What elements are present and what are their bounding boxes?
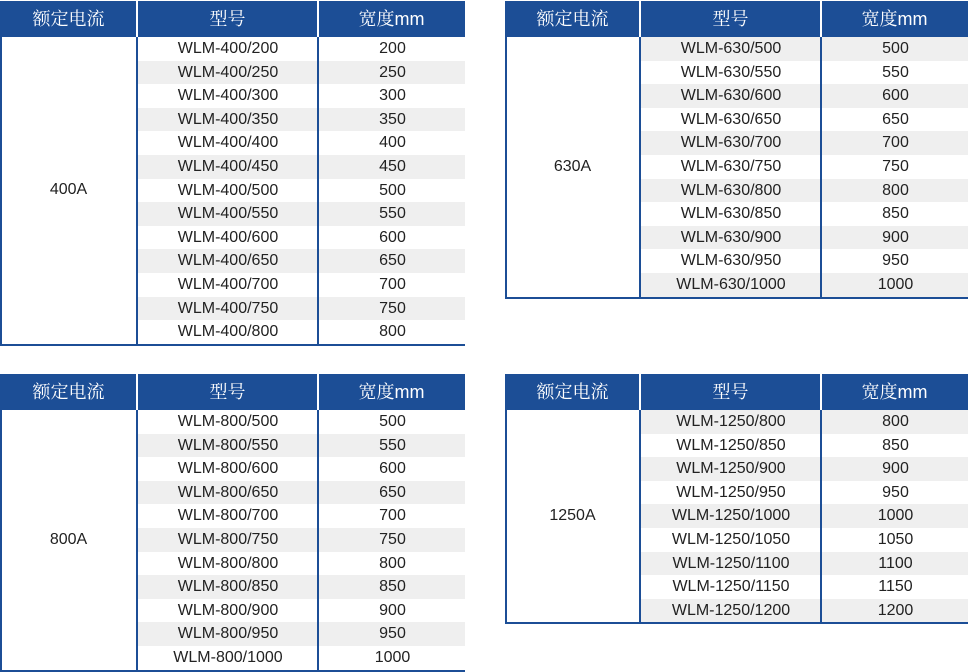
width-cell: 750 (882, 158, 909, 175)
header-width: 宽度mm (358, 9, 425, 29)
table-row (138, 599, 465, 623)
width-cell: 450 (379, 158, 406, 175)
width-cell: 600 (379, 460, 406, 478)
model-cell: WLM-630/600 (680, 87, 782, 105)
width-cell: 700 (882, 134, 909, 152)
table-row (641, 84, 968, 108)
width-cell: 950 (379, 625, 406, 643)
table-row (138, 61, 465, 85)
model-cell: WLM-1250/1100 (672, 554, 790, 572)
table-row (138, 273, 465, 297)
width-cell: 500 (379, 413, 406, 430)
column-divider (820, 37, 822, 297)
model-cell: WLM-400/200 (177, 40, 279, 57)
table-header (0, 1, 465, 37)
table-row (641, 599, 968, 623)
model-cell: WLM-400/800 (177, 323, 279, 341)
column-divider (639, 37, 641, 297)
width-cell: 600 (379, 228, 406, 246)
table-header (505, 1, 968, 37)
table-row (138, 249, 465, 273)
header-separator (136, 1, 138, 37)
model-cell: WLM-400/550 (177, 205, 279, 223)
table-row (138, 202, 465, 226)
width-cell: 800 (379, 323, 406, 341)
width-cell: 550 (379, 436, 406, 454)
table-row (641, 61, 968, 85)
width-cell: 650 (379, 252, 406, 270)
table-row (641, 131, 968, 155)
column-divider (0, 37, 2, 344)
model-cell: WLM-800/950 (177, 625, 279, 643)
column-divider (0, 410, 2, 670)
header-model: 型号 (209, 382, 246, 402)
width-cell: 1000 (374, 649, 411, 666)
table-row (641, 575, 968, 599)
model-cell: WLM-1250/1200 (671, 601, 791, 619)
header-separator (820, 374, 822, 410)
header-separator (639, 1, 641, 37)
model-cell: WLM-400/300 (177, 87, 279, 105)
model-cell: WLM-800/900 (177, 601, 279, 619)
table-row (138, 226, 465, 250)
table-row (641, 552, 968, 576)
width-cell: 1200 (877, 601, 914, 619)
width-cell: 750 (379, 531, 406, 548)
model-cell: WLM-630/800 (680, 181, 782, 199)
model-cell: WLM-630/950 (680, 252, 782, 270)
table-bottom-border (505, 622, 968, 624)
table-header (505, 374, 968, 410)
header-model: 型号 (712, 9, 749, 29)
width-cell: 850 (379, 578, 406, 596)
table-row (138, 131, 465, 155)
width-cell: 900 (882, 228, 909, 246)
model-cell: WLM-400/250 (177, 63, 279, 81)
header-separator (820, 1, 822, 37)
table-row (641, 457, 968, 481)
width-cell: 800 (379, 554, 406, 572)
width-cell: 750 (379, 299, 406, 317)
rated-current-cell: 1250A (549, 507, 596, 524)
column-divider (136, 37, 138, 344)
width-cell: 900 (882, 460, 909, 478)
model-cell: WLM-630/750 (680, 158, 782, 175)
model-cell: WLM-1250/950 (676, 483, 786, 501)
model-cell: WLM-800/600 (177, 460, 279, 478)
header-separator (317, 374, 319, 410)
width-cell: 500 (379, 181, 406, 199)
width-cell: 800 (882, 413, 909, 430)
table-row (641, 481, 968, 505)
width-cell: 1100 (878, 554, 913, 572)
model-cell: WLM-800/650 (177, 483, 279, 501)
spec-table (0, 374, 465, 672)
model-cell: WLM-400/650 (177, 252, 279, 270)
table-bottom-border (505, 297, 968, 299)
header-separator (136, 374, 138, 410)
width-cell: 650 (379, 483, 406, 501)
table-row (138, 528, 465, 552)
model-cell: WLM-400/700 (177, 276, 279, 293)
column-divider (136, 410, 138, 670)
width-cell: 800 (882, 181, 909, 199)
width-cell: 1050 (877, 531, 914, 548)
spec-table (505, 1, 968, 299)
width-cell: 350 (379, 110, 406, 128)
width-cell: 950 (882, 252, 909, 270)
table-row (138, 481, 465, 505)
header-model: 型号 (712, 382, 749, 402)
table-row (641, 504, 968, 528)
header-width: 宽度mm (861, 9, 928, 29)
width-cell: 550 (379, 205, 406, 223)
model-cell: WLM-400/400 (177, 134, 279, 152)
model-cell: WLM-630/650 (680, 110, 782, 128)
rated-current-cell: 800A (49, 531, 88, 548)
table-row (138, 297, 465, 321)
spec-table (0, 1, 465, 346)
table-row (641, 273, 968, 297)
column-divider (505, 37, 507, 297)
table-row (138, 434, 465, 458)
model-cell: WLM-630/1000 (676, 276, 786, 293)
header-model: 型号 (209, 9, 246, 29)
table-row (641, 37, 968, 61)
width-cell: 700 (379, 276, 406, 293)
width-cell: 850 (882, 205, 909, 223)
width-cell: 300 (379, 87, 406, 105)
model-cell: WLM-1250/1150 (672, 578, 790, 596)
model-cell: WLM-630/700 (680, 134, 782, 152)
model-cell: WLM-1250/900 (676, 460, 786, 478)
header-separator (317, 1, 319, 37)
width-cell: 1150 (878, 578, 913, 596)
width-cell: 650 (882, 110, 909, 128)
table-row (641, 202, 968, 226)
table-row (641, 226, 968, 250)
table-header (0, 374, 465, 410)
table-row (138, 37, 465, 61)
model-cell: WLM-1250/1000 (671, 507, 791, 525)
table-row (138, 320, 465, 344)
header-rated-current: 额定电流 (32, 9, 105, 29)
column-divider (820, 410, 822, 622)
width-cell: 950 (882, 483, 909, 501)
table-row (641, 249, 968, 273)
table-row (138, 622, 465, 646)
model-cell: WLM-630/500 (680, 40, 782, 57)
model-cell: WLM-400/500 (177, 181, 279, 199)
table-row (641, 108, 968, 132)
width-cell: 1000 (877, 276, 914, 293)
table-row (138, 457, 465, 481)
table-row (641, 528, 968, 552)
model-cell: WLM-400/450 (177, 158, 279, 175)
column-divider (639, 410, 641, 622)
header-width: 宽度mm (861, 382, 928, 402)
model-cell: WLM-800/700 (177, 507, 279, 525)
model-cell: WLM-800/500 (177, 413, 279, 430)
header-rated-current: 额定电流 (536, 382, 609, 402)
table-row (138, 84, 465, 108)
model-cell: WLM-400/600 (177, 228, 279, 246)
model-cell: WLM-400/750 (177, 299, 279, 317)
spec-table (505, 374, 968, 624)
model-cell: WLM-630/900 (680, 228, 782, 246)
table-row (138, 179, 465, 203)
model-cell: WLM-800/800 (177, 554, 279, 572)
table-row (641, 410, 968, 434)
model-cell: WLM-1250/800 (676, 413, 786, 430)
width-cell: 1000 (877, 507, 914, 525)
table-row (138, 155, 465, 179)
model-cell: WLM-800/850 (177, 578, 279, 596)
model-cell: WLM-800/750 (177, 531, 279, 548)
model-cell: WLM-630/850 (680, 205, 782, 223)
header-rated-current: 额定电流 (32, 382, 105, 402)
table-row (641, 155, 968, 179)
width-cell: 900 (379, 601, 406, 619)
header-width: 宽度mm (358, 382, 425, 402)
model-cell: WLM-400/350 (177, 110, 279, 128)
width-cell: 700 (379, 507, 406, 525)
model-cell: WLM-1250/1050 (671, 531, 791, 548)
table-row (641, 434, 968, 458)
model-cell: WLM-800/550 (177, 436, 279, 454)
table-row (138, 410, 465, 434)
width-cell: 250 (379, 63, 406, 81)
table-row (138, 552, 465, 576)
table-row (138, 575, 465, 599)
width-cell: 400 (379, 134, 406, 152)
model-cell: WLM-630/550 (680, 63, 782, 81)
column-divider (317, 37, 319, 344)
rated-current-cell: 630A (553, 158, 592, 175)
table-row (138, 108, 465, 132)
table-bottom-border (0, 344, 465, 346)
column-divider (505, 410, 507, 622)
header-rated-current: 额定电流 (536, 9, 609, 29)
table-row (641, 179, 968, 203)
table-row (138, 504, 465, 528)
width-cell: 600 (882, 87, 909, 105)
width-cell: 550 (882, 63, 909, 81)
column-divider (317, 410, 319, 670)
model-cell: WLM-800/1000 (173, 649, 283, 666)
width-cell: 500 (882, 40, 909, 57)
table-row (138, 646, 465, 670)
width-cell: 200 (379, 40, 406, 57)
model-cell: WLM-1250/850 (676, 436, 786, 454)
width-cell: 850 (882, 436, 909, 454)
rated-current-cell: 400A (49, 181, 88, 198)
header-separator (639, 374, 641, 410)
